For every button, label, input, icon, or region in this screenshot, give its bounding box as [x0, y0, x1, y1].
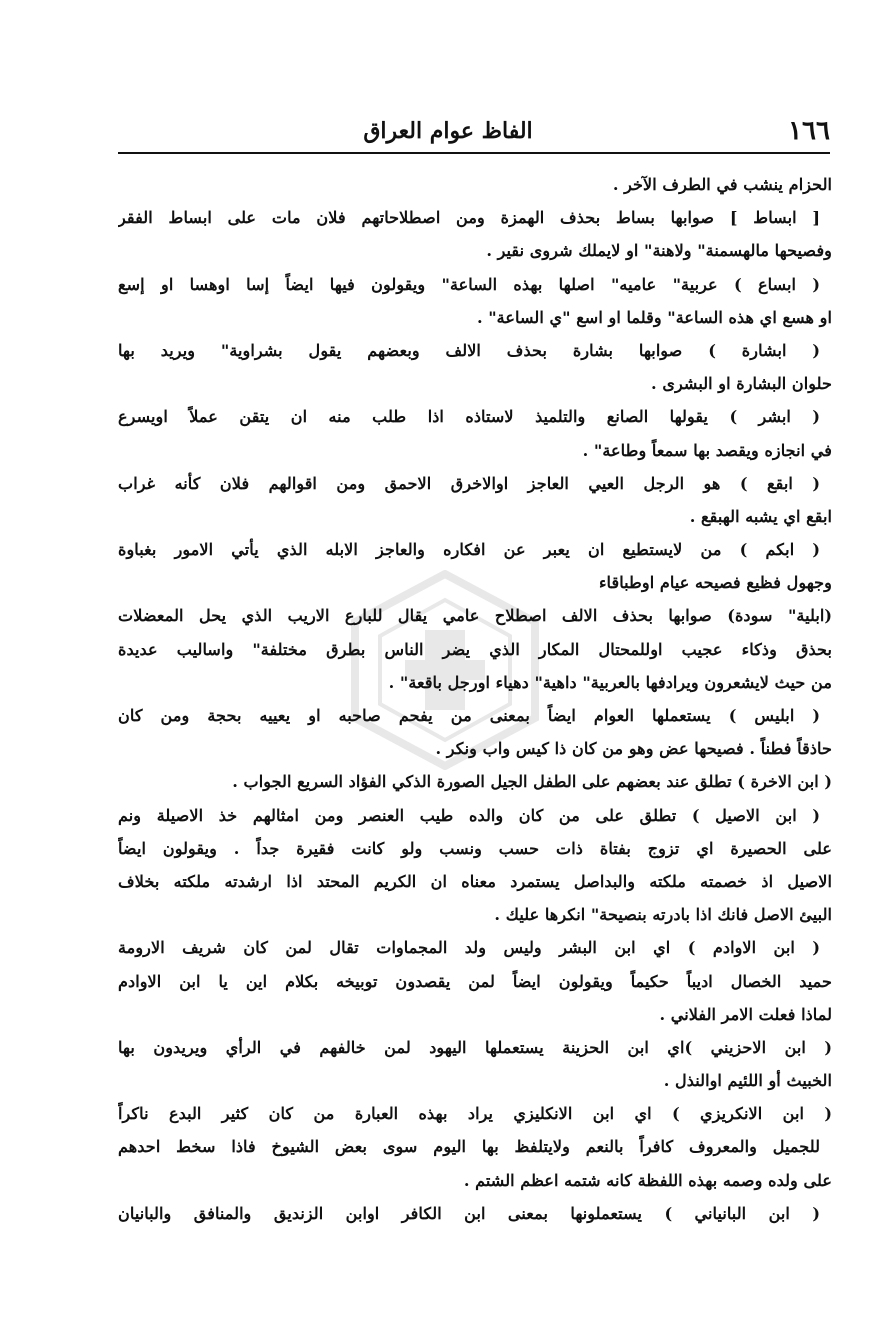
text-line: ( ابليس ) يستعملها العوام ايضاً بمعنى من يفحم صاحبه او يعييه بحجة ومن كان — [118, 706, 820, 725]
text-line: [ ابساط ] صوابها بساط بحذف الهمزة ومن اصطلاحاتهم فلان مات على ابساط الفقر — [118, 208, 820, 228]
text-line: الحزام ينشب في الطرف الآخر . — [612, 175, 832, 194]
text-line: ابقع اي يشبه الهبقع . — [689, 506, 832, 526]
text-line: الاصيل اذ خصمته ملكته والبداصل يستمرد معناه ان الكريم المحتد اذا ارشدته ملكته بخلاف — [118, 871, 832, 891]
text-line: حاذقاً فطناً . فصيحها عض وهو من كان ذا كيس واب ونكر . — [435, 739, 832, 759]
text-line: ( ابكم ) من لايستطيع ان يعبر عن افكاره والعاجز الابله الذي يأتي الامور بغباوة — [118, 540, 820, 560]
text-line: من حيث لايشعرون ويرادفها بالعربية" داهية" دهياء اورجل باقعة" . — [388, 672, 832, 692]
page-header — [118, 110, 830, 154]
text-line: ( ابن الاخرة ) تطلق عند بعضهم على الطفل الجيل الصورة الذكي الفؤاد السريع الجواب . — [232, 772, 832, 792]
text-line: او هسع اي هذه الساعة" وقلما او اسع "ي الساعة" . — [476, 307, 832, 327]
text-line: البيئ الاصل فانك اذا بادرته بنصيحة" انكرها عليك . — [494, 905, 832, 925]
text-line: ( ابشر ) يقولها الصانع والتلميذ لاستاذه اذا طلب منه ان يتقن عملاً اويسرع — [118, 407, 820, 427]
text-line: ( ابن الاحزيني )اي ابن الحزينة يستعملها اليهود لمن خالفهم في الرأي ويريدون بها — [118, 1037, 832, 1057]
text-line: ( ابن الاصيل ) تطلق على من كان والده طيب العنصر ومن امثالهم خذ الاصيلة ونم — [118, 805, 820, 825]
text-line: حلوان البشارة او البشرى . — [651, 374, 832, 394]
text-line: للجميل والمعروف كافراً بالنعم ولايتلفظ بها اليوم سوى بعض الشيوخ فاذا سخط احدهم — [118, 1137, 820, 1157]
text-line: لماذا فعلت الامر الفلاني . — [659, 1004, 832, 1024]
text-line: ( ابن الاوادم ) اي ابن البشر وليس ولد المجماوات تقال لمن كان شريف الارومة — [118, 938, 820, 958]
text-line: (ابلية" سودة) صوابها بحذف الالف اصطلاح عامي يقال للبارع الاريب الذي يحل المعضلات — [118, 606, 832, 626]
text-line: وفصيحها مالهسمنة" ولاهنة" او لايملك شروى نقير . — [486, 241, 832, 261]
text-line: ( ابقع ) هو الرجل العيي العاجز اوالاخرق الاحمق ومن اقوالهم فلان كأنه غراب — [118, 473, 820, 493]
running-title: الفاظ عوام العراق — [363, 118, 533, 144]
text-line: ( ابشارة ) صوابها بشارة بحذف الالف وبعضهم يقول بشراوية" ويريد بها — [118, 340, 820, 360]
text-line: ( ابن البانياني ) يستعملونها بمعنى ابن الكافر اوابن الزنديق والمنافق والبانيان — [118, 1203, 820, 1223]
text-line: على الحصيرة اي تزوج بفتاة ذات حسب ونسب ولو كانت فقيرة جداً . ويقولون ايضاً — [118, 838, 832, 858]
text-line: حميد الخصال اديباً حكيماً ويقولون ايضاً لمن يقصدون توبيخه بكلام اين يا ابن الاوادم — [118, 971, 832, 991]
body-text — [118, 168, 832, 1230]
text-line: بحذق وذكاء عجيب اوللمحتال المكار الذي يضر الناس بطرق مختلفة" واساليب عديدة — [118, 639, 832, 659]
page-number: ١٦٦ — [788, 116, 830, 146]
header-rule — [118, 152, 830, 154]
text-line: ( ابن الانكريزي ) اي ابن الانكليزي يراد بهذه العبارة من كان كثير البدع ناكراً — [118, 1104, 832, 1124]
text-line: الخبيث أو اللئيم اوالنذل . — [663, 1071, 832, 1091]
text-line: وجهول فظيع فصيحه عيام اوطباقاء — [598, 573, 832, 593]
text-line: ( ابساع ) عربية" عاميه" اصلها بهذه الساعة" ويقولون فيها ايضاً إسا اوهسا او إسع — [118, 274, 820, 294]
text-line: على ولده وصمه بهذه اللفظة كانه شتمه اعظم الشتم . — [463, 1170, 832, 1190]
text-line: في انجازه ويقصد بها سمعاً وطاعة" . — [582, 440, 832, 460]
